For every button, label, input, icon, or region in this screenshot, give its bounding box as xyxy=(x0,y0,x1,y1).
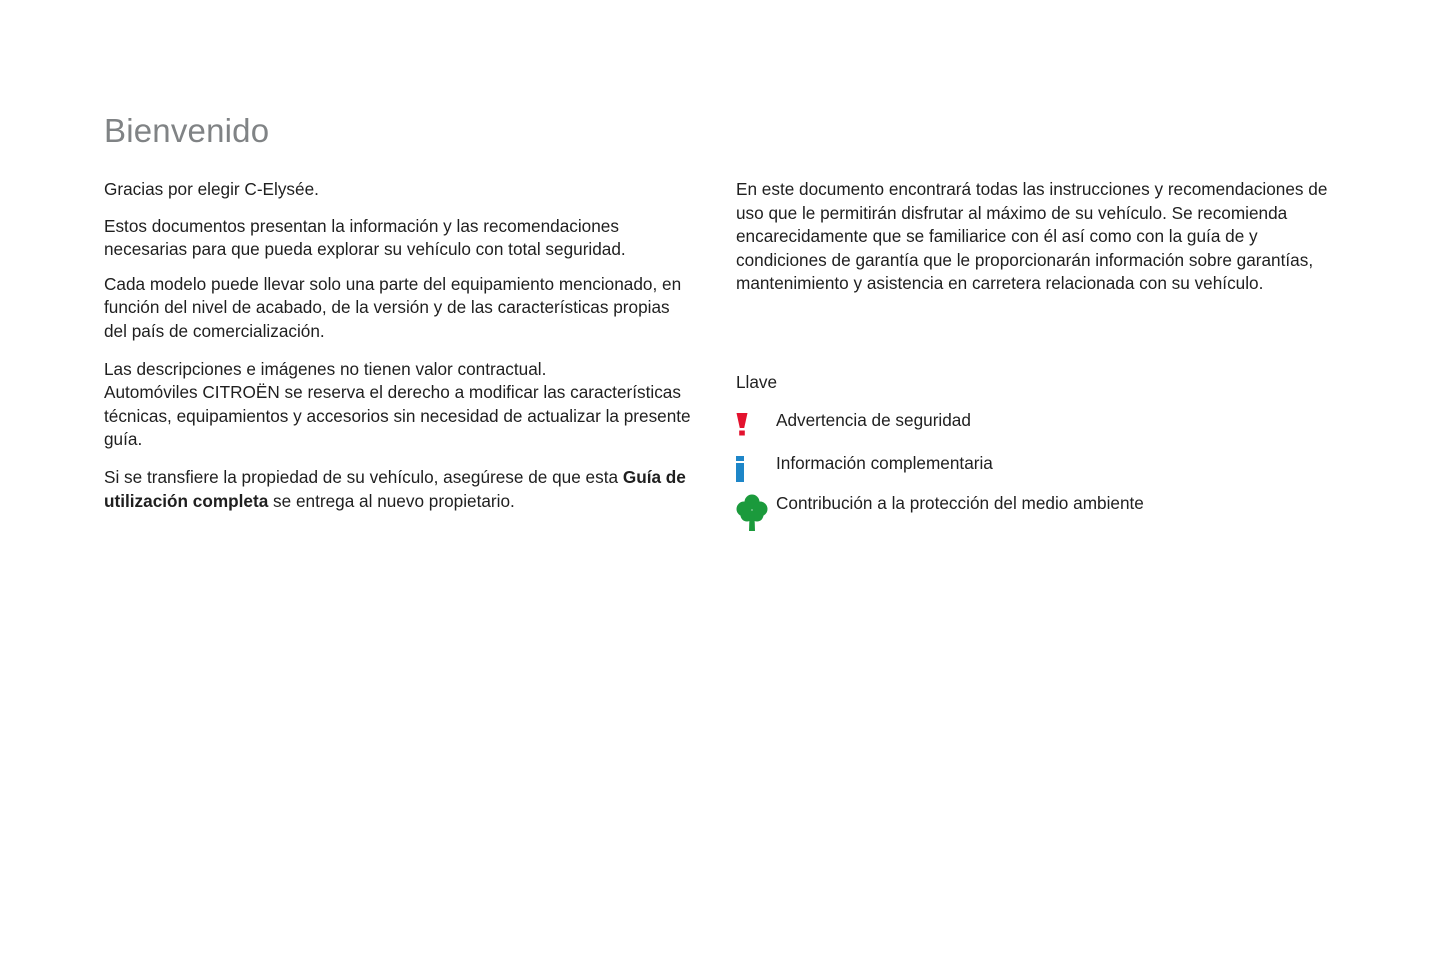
disclaimer-contract: Las descripciones e imágenes no tienen valor contractual. xyxy=(104,358,547,379)
intro-equipment: Cada modelo puede llevar solo una parte del equipamiento mencionado, en función del nivel de acabado, de la versión y de las características propias del país de comercialización. xyxy=(104,273,682,341)
tree-icon xyxy=(736,492,768,539)
legend-title: Llave xyxy=(736,372,778,392)
legend-label-environment: Contribución a la protección del medio ambiente xyxy=(776,493,1144,513)
transfer-text-start: Si se transfiere la propiedad de su vehículo, asegúrese de que esta xyxy=(104,466,623,487)
disclaimer-rights: Automóviles CITROËN se reserva el derecho a modificar las características técnicas, equipamientos y accesorios sin necesidad de actualizar la presente guía. xyxy=(104,382,691,450)
intro-documents: Estos documentos presentan la información y las recomendaciones necesarias para que pueda explorar su vehículo con total seguridad. xyxy=(104,215,626,260)
intro-disclaimer xyxy=(104,358,694,452)
intro-transfer xyxy=(104,466,694,513)
right-column xyxy=(736,178,1336,296)
transfer-text-end: se entrega al nuevo propietario. xyxy=(268,490,515,511)
legend-label-info: Información complementaria xyxy=(776,453,993,473)
intro-thanks: Gracias por elegir C-Elysée. xyxy=(104,179,319,199)
page-title: Bienvenido xyxy=(104,112,270,149)
left-column xyxy=(104,178,694,513)
info-icon xyxy=(736,452,748,489)
legend-label-warning: Advertencia de seguridad xyxy=(776,410,971,430)
document-description: En este documento encontrará todas las instrucciones y recomendaciones de uso que le permitirán disfrutar al máximo de su vehículo. Se recomienda encarecidamente que se familiarice con él así como con la guía de y condiciones de garantía que le proporcionarán información sobre garantías, mantenimiento y asistencia en carretera relacionada con su vehículo. xyxy=(736,179,1328,294)
warning-exclamation-icon xyxy=(736,409,748,442)
guide-name: Guía de utilización completa xyxy=(104,466,686,511)
